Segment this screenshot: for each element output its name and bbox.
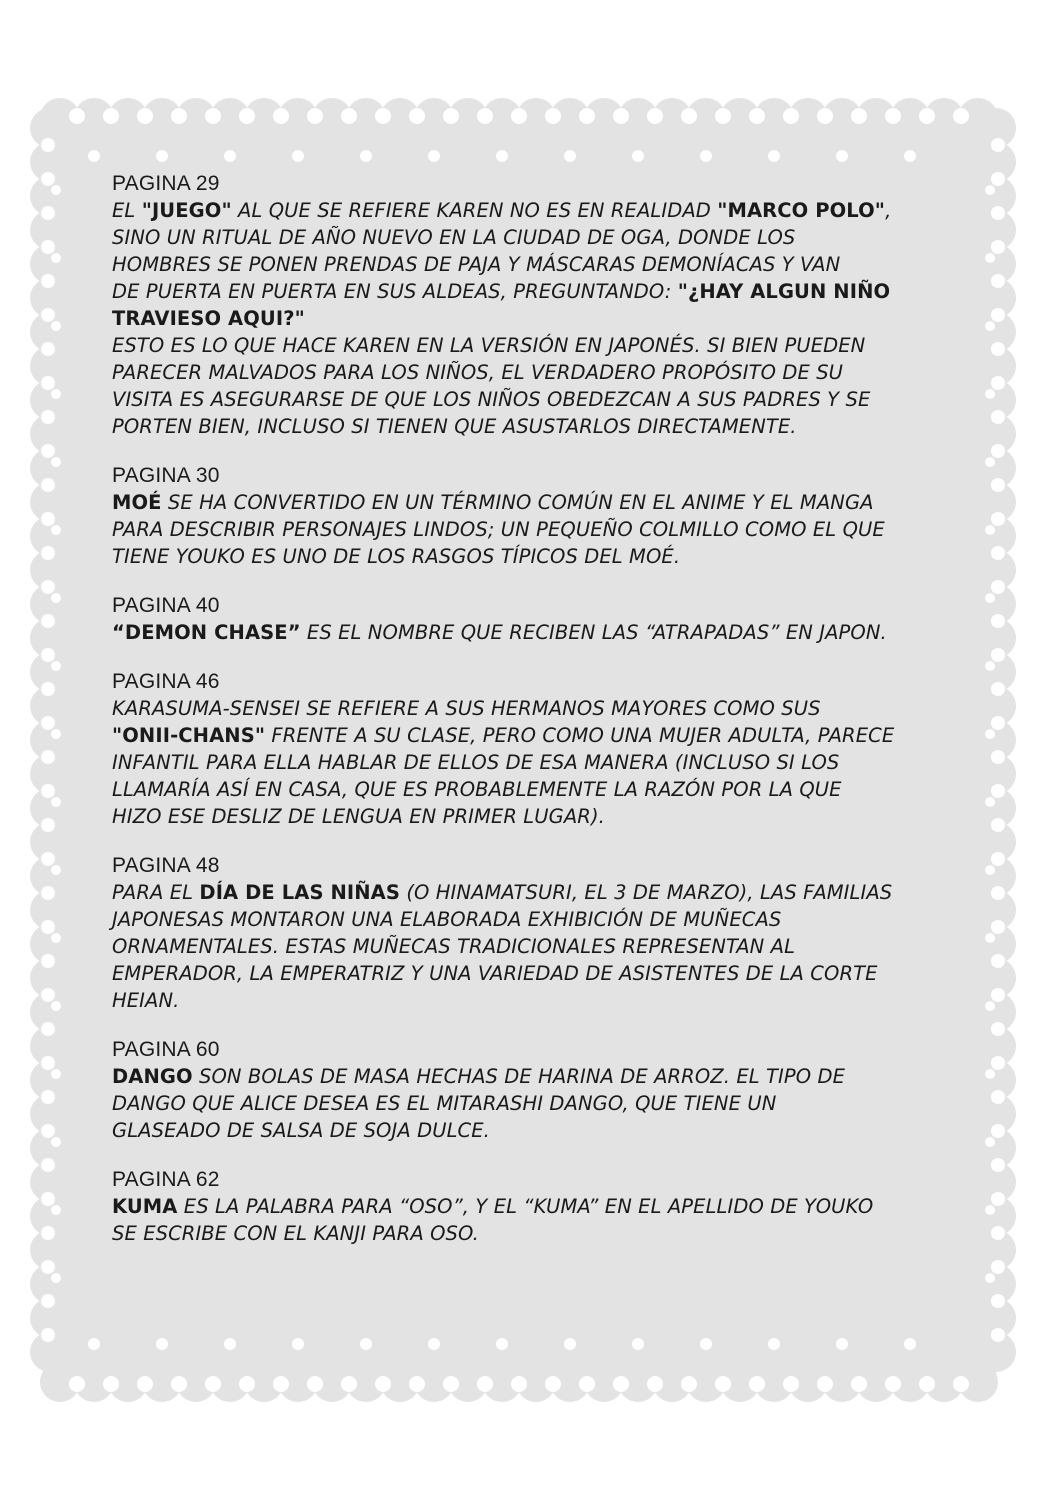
lace-dot bbox=[41, 1192, 55, 1206]
lace-dot bbox=[41, 954, 55, 968]
lace-dot bbox=[991, 1328, 1005, 1342]
lace-dot bbox=[919, 108, 935, 124]
text-run: GLASEADO DE SALSA DE SOJA DULCE. bbox=[112, 1119, 490, 1142]
lace-dot bbox=[103, 1376, 119, 1392]
lace-dot bbox=[51, 1069, 61, 1079]
lace-dot bbox=[991, 784, 1005, 798]
body-line bbox=[112, 933, 992, 960]
body-line bbox=[112, 516, 992, 543]
body-line bbox=[112, 1090, 992, 1117]
lace-dot bbox=[991, 376, 1005, 390]
text-run: SE HA CONVERTIDO EN UN TÉRMINO COMÚN EN EL ANIME Y EL MANGA bbox=[161, 491, 874, 514]
lace-dot bbox=[477, 1376, 493, 1392]
lace-dot bbox=[991, 478, 1005, 492]
text-run: PARA DESCRIBIR PERSONAJES LINDOS; UN PEQUEÑO COLMILLO COMO EL QUE bbox=[112, 518, 885, 541]
lace-dot bbox=[51, 865, 61, 875]
lace-dot bbox=[41, 1328, 55, 1342]
lace-dot bbox=[41, 716, 55, 730]
text-run: HOMBRES SE PONEN PRENDAS DE PAJA Y MÁSCARAS DEMONÍACAS Y VAN bbox=[112, 253, 841, 276]
body-line bbox=[112, 619, 992, 646]
lace-dot bbox=[51, 797, 61, 807]
lace-dot bbox=[545, 108, 561, 124]
text-run: SE ESCRIBE CON EL KANJI PARA OSO. bbox=[112, 1222, 479, 1245]
lace-dot bbox=[224, 1338, 236, 1350]
lace-dot bbox=[41, 342, 55, 356]
text-run: HEIAN. bbox=[112, 989, 180, 1012]
lace-dot bbox=[360, 1338, 372, 1350]
section-body bbox=[112, 879, 992, 1014]
lace-dot bbox=[991, 274, 1005, 288]
lace-dot bbox=[647, 108, 663, 124]
lace-dot bbox=[41, 172, 55, 186]
lace-dot bbox=[360, 150, 372, 162]
lace-dot bbox=[156, 150, 168, 162]
lace-dot bbox=[41, 376, 55, 390]
body-line bbox=[112, 224, 992, 251]
lace-dot bbox=[817, 1376, 833, 1392]
lace-dot bbox=[41, 580, 55, 594]
lace-dot bbox=[41, 410, 55, 424]
lace-dot bbox=[681, 1376, 697, 1392]
lace-dot bbox=[375, 1376, 391, 1392]
text-run: AL QUE SE REFIERE KAREN NO ES EN REALIDAD bbox=[231, 199, 718, 222]
lace-dot bbox=[41, 546, 55, 560]
lace-dot bbox=[991, 342, 1005, 356]
lace-dot bbox=[985, 1273, 995, 1283]
lace-dot bbox=[991, 852, 1005, 866]
lace-dot bbox=[41, 138, 55, 152]
lace-dot bbox=[477, 108, 493, 124]
body-line bbox=[112, 413, 992, 440]
text-run: ORNAMENTALES. ESTAS MUÑECAS TRADICIONALES REPRESENTAN AL bbox=[112, 935, 796, 958]
lace-dot bbox=[41, 818, 55, 832]
lace-dot bbox=[273, 1376, 289, 1392]
lace-dot bbox=[991, 1124, 1005, 1138]
lace-dot bbox=[700, 1338, 712, 1350]
body-line bbox=[112, 987, 992, 1014]
text-run: DANGO QUE ALICE DESEA ES EL MITARASHI DANGO, QUE TIENE UN bbox=[112, 1092, 777, 1115]
lace-dot bbox=[715, 108, 731, 124]
lace-dot bbox=[156, 1338, 168, 1350]
lace-dot bbox=[991, 750, 1005, 764]
section-title: PAGINA 40 bbox=[112, 594, 220, 617]
lace-dot bbox=[904, 150, 916, 162]
lace-dot bbox=[41, 274, 55, 288]
body-line bbox=[112, 278, 992, 305]
lace-dot bbox=[991, 206, 1005, 220]
text-run: ES LA PALABRA PARA “OSO”, Y EL “KUMA” EN EL APELLIDO DE YOUKO bbox=[177, 1195, 874, 1218]
body-line bbox=[112, 1063, 992, 1090]
lace-dot bbox=[496, 1338, 508, 1350]
lace-dot bbox=[428, 1338, 440, 1350]
text-run: TIENE YOUKO ES UNO DE LOS RASGOS TÍPICOS DEL MOÉ. bbox=[112, 545, 681, 568]
emphasis-term: "ONII-CHANS" bbox=[112, 724, 266, 747]
text-run: (O HINAMATSURI, EL 3 DE MARZO), LAS FAMILIAS bbox=[400, 881, 893, 904]
lace-dot bbox=[41, 1260, 55, 1274]
lace-dot bbox=[41, 682, 55, 696]
section-body bbox=[112, 1063, 992, 1144]
lace-dot bbox=[51, 1137, 61, 1147]
text-run: EL bbox=[112, 199, 142, 222]
lace-dot bbox=[88, 150, 100, 162]
lace-dot bbox=[41, 784, 55, 798]
lace-dot bbox=[991, 410, 1005, 424]
emphasis-term: DANGO bbox=[112, 1065, 193, 1088]
lace-dot bbox=[69, 108, 85, 124]
lace-dot bbox=[836, 150, 848, 162]
lace-dot bbox=[41, 614, 55, 628]
section-body bbox=[112, 197, 992, 440]
text-run: LLAMARÍA ASÍ EN CASA, QUE ES PROBABLEMENTE LA RAZÓN POR LA QUE bbox=[112, 778, 842, 801]
lace-dot bbox=[851, 1376, 867, 1392]
text-run: FRENTE A SU CLASE, PERO COMO UNA MUJER ADULTA, PARECE bbox=[265, 724, 895, 747]
lace-dot bbox=[991, 580, 1005, 594]
text-run: EMPERADOR, LA EMPERATRIZ Y UNA VARIEDAD DE ASISTENTES DE LA CORTE bbox=[112, 962, 878, 985]
emphasis-term: DÍA DE LAS NIÑAS bbox=[199, 881, 401, 904]
body-line bbox=[112, 386, 992, 413]
lace-dot bbox=[991, 716, 1005, 730]
body-line bbox=[112, 197, 992, 224]
lace-dot bbox=[51, 253, 61, 263]
lace-dot bbox=[51, 933, 61, 943]
lace-dot bbox=[991, 1056, 1005, 1070]
text-run: HIZO ESE DESLIZ DE LENGUA EN PRIMER LUGAR). bbox=[112, 805, 605, 828]
text-run: , bbox=[885, 199, 892, 222]
lace-dot bbox=[428, 150, 440, 162]
body-line bbox=[112, 1117, 992, 1144]
lace-dot bbox=[613, 1376, 629, 1392]
lace-dot bbox=[991, 886, 1005, 900]
body-line bbox=[112, 1220, 992, 1247]
lace-dot bbox=[41, 1124, 55, 1138]
section-title: PAGINA 46 bbox=[112, 670, 220, 693]
lace-dot bbox=[991, 138, 1005, 152]
lace-dot bbox=[51, 457, 61, 467]
note-section bbox=[112, 852, 992, 1014]
lace-dot bbox=[953, 108, 969, 124]
lace-dot bbox=[307, 108, 323, 124]
text-run: KARASUMA-SENSEI SE REFIERE A SUS HERMANOS MAYORES COMO SUS bbox=[112, 697, 821, 720]
lace-dot bbox=[749, 108, 765, 124]
section-body bbox=[112, 619, 992, 646]
lace-dot bbox=[292, 150, 304, 162]
lace-dot bbox=[103, 108, 119, 124]
note-section bbox=[112, 668, 992, 830]
lace-dot bbox=[991, 308, 1005, 322]
lace-dot bbox=[991, 920, 1005, 934]
lace-dot bbox=[41, 1090, 55, 1104]
body-line bbox=[112, 803, 992, 830]
lace-dot bbox=[991, 1090, 1005, 1104]
lace-dot bbox=[41, 750, 55, 764]
emphasis-term: “DEMON CHASE” bbox=[112, 621, 301, 644]
lace-dot bbox=[41, 512, 55, 526]
lace-dot bbox=[564, 150, 576, 162]
lace-dot bbox=[409, 108, 425, 124]
lace-dot bbox=[783, 1376, 799, 1392]
lace-dot bbox=[292, 1338, 304, 1350]
lace-dot bbox=[768, 150, 780, 162]
text-run: INFANTIL PARA ELLA HABLAR DE ELLOS DE ESA MANERA (INCLUSO SI LOS bbox=[112, 751, 840, 774]
lace-dot bbox=[51, 1001, 61, 1011]
body-line bbox=[112, 1193, 992, 1220]
emphasis-term: "MARCO POLO" bbox=[717, 199, 886, 222]
lace-dot bbox=[51, 389, 61, 399]
lace-dot bbox=[41, 1022, 55, 1036]
lace-dot bbox=[41, 648, 55, 662]
lace-dot bbox=[88, 1338, 100, 1350]
lace-dot bbox=[545, 1376, 561, 1392]
lace-dot bbox=[51, 185, 61, 195]
body-line bbox=[112, 906, 992, 933]
lace-dot bbox=[41, 852, 55, 866]
emphasis-term: KUMA bbox=[112, 1195, 178, 1218]
text-run: PARECER MALVADOS PARA LOS NIÑOS, EL VERDADERO PROPÓSITO DE SU bbox=[112, 361, 844, 384]
lace-dot bbox=[273, 108, 289, 124]
lace-dot bbox=[171, 1376, 187, 1392]
section-title: PAGINA 29 bbox=[112, 172, 220, 195]
emphasis-term: TRAVIESO AQUI?" bbox=[112, 307, 305, 330]
lace-dot bbox=[41, 478, 55, 492]
lace-dot bbox=[991, 1158, 1005, 1172]
note-section bbox=[112, 170, 992, 440]
lace-dot bbox=[41, 988, 55, 1002]
lace-dot bbox=[341, 108, 357, 124]
lace-dot bbox=[579, 108, 595, 124]
body-line bbox=[112, 543, 992, 570]
lace-dot bbox=[171, 108, 187, 124]
lace-dot bbox=[224, 150, 236, 162]
lace-dot bbox=[991, 1226, 1005, 1240]
emphasis-term: "¿HAY ALGUN NIÑO bbox=[677, 280, 891, 303]
note-section bbox=[112, 462, 992, 570]
lace-dot bbox=[904, 1338, 916, 1350]
text-run: ESTO ES LO QUE HACE KAREN EN LA VERSIÓN EN JAPONÉS. SI BIEN PUEDEN bbox=[112, 334, 866, 357]
lace-dot bbox=[851, 108, 867, 124]
lace-dot bbox=[564, 1338, 576, 1350]
lace-dot bbox=[991, 512, 1005, 526]
note-section bbox=[112, 592, 992, 646]
lace-dot bbox=[41, 886, 55, 900]
note-section bbox=[112, 1166, 992, 1247]
text-run: ES EL NOMBRE QUE RECIBEN LAS “ATRAPADAS” EN JAPON. bbox=[300, 621, 887, 644]
lace-dot bbox=[885, 108, 901, 124]
body-line bbox=[112, 776, 992, 803]
emphasis-term: "JUEGO" bbox=[141, 199, 232, 222]
lace-dot bbox=[991, 1022, 1005, 1036]
section-title: PAGINA 60 bbox=[112, 1038, 220, 1061]
body-line bbox=[112, 879, 992, 906]
body-line bbox=[112, 489, 992, 516]
body-line bbox=[112, 251, 992, 278]
lace-dot bbox=[41, 1294, 55, 1308]
text-run: PORTEN BIEN, INCLUSO SI TIENEN QUE ASUSTARLOS DIRECTAMENTE. bbox=[112, 415, 797, 438]
body-line bbox=[112, 305, 992, 332]
section-title: PAGINA 48 bbox=[112, 854, 220, 877]
body-line bbox=[112, 332, 992, 359]
lace-dot bbox=[647, 1376, 663, 1392]
lace-dot bbox=[715, 1376, 731, 1392]
lace-dot bbox=[919, 1376, 935, 1392]
lace-dot bbox=[768, 1338, 780, 1350]
lace-dot bbox=[991, 818, 1005, 832]
lace-dot bbox=[41, 308, 55, 322]
lace-dot bbox=[137, 108, 153, 124]
text-run: SON BOLAS DE MASA HECHAS DE HARINA DE ARROZ. EL TIPO DE bbox=[192, 1065, 846, 1088]
lace-dot bbox=[991, 444, 1005, 458]
body-line bbox=[112, 722, 992, 749]
lace-dot bbox=[613, 108, 629, 124]
lace-dot bbox=[991, 240, 1005, 254]
lace-dot bbox=[69, 1376, 85, 1392]
text-run: SINO UN RITUAL DE AÑO NUEVO EN LA CIUDAD DE OGA, DONDE LOS bbox=[112, 226, 796, 249]
lace-dot bbox=[375, 108, 391, 124]
lace-dot bbox=[836, 1338, 848, 1350]
lace-dot bbox=[817, 108, 833, 124]
lace-dot bbox=[749, 1376, 765, 1392]
lace-dot bbox=[991, 1294, 1005, 1308]
lace-dot bbox=[51, 1205, 61, 1215]
lace-dot bbox=[41, 1226, 55, 1240]
lace-dot bbox=[51, 661, 61, 671]
lace-dot bbox=[991, 546, 1005, 560]
text-run: PARA EL bbox=[112, 881, 200, 904]
lace-dot bbox=[496, 150, 508, 162]
lace-dot bbox=[511, 108, 527, 124]
body-line bbox=[112, 359, 992, 386]
lace-dot bbox=[991, 1260, 1005, 1274]
lace-dot bbox=[341, 1376, 357, 1392]
body-line bbox=[112, 749, 992, 776]
section-body bbox=[112, 1193, 992, 1247]
lace-dot bbox=[632, 1338, 644, 1350]
body-line bbox=[112, 695, 992, 722]
lace-dot bbox=[991, 988, 1005, 1002]
lace-dot bbox=[991, 1192, 1005, 1206]
section-body bbox=[112, 489, 992, 570]
lace-dot bbox=[51, 321, 61, 331]
section-body bbox=[112, 695, 992, 830]
lace-dot bbox=[307, 1376, 323, 1392]
lace-dot bbox=[991, 614, 1005, 628]
lace-dot bbox=[41, 1056, 55, 1070]
lace-dot bbox=[41, 920, 55, 934]
text-run: JAPONESAS MONTARON UNA ELABORADA EXHIBICIÓN DE MUÑECAS bbox=[112, 908, 782, 931]
text-run: VISITA ES ASEGURARSE DE QUE LOS NIÑOS OBEDEZCAN A SUS PADRES Y SE bbox=[112, 388, 871, 411]
lace-dot bbox=[511, 1376, 527, 1392]
lace-dot bbox=[41, 444, 55, 458]
section-title: PAGINA 62 bbox=[112, 1168, 220, 1191]
lace-dot bbox=[409, 1376, 425, 1392]
lace-dot bbox=[443, 1376, 459, 1392]
lace-dot bbox=[783, 108, 799, 124]
lace-dot bbox=[681, 108, 697, 124]
lace-dot bbox=[41, 206, 55, 220]
lace-dot bbox=[700, 150, 712, 162]
body-line bbox=[112, 960, 992, 987]
lace-dot bbox=[137, 1376, 153, 1392]
lace-dot bbox=[239, 1376, 255, 1392]
lace-dot bbox=[51, 593, 61, 603]
lace-dot bbox=[41, 240, 55, 254]
lace-dot bbox=[51, 729, 61, 739]
lace-dot bbox=[205, 108, 221, 124]
section-title: PAGINA 30 bbox=[112, 464, 220, 487]
lace-dot bbox=[885, 1376, 901, 1392]
lace-dot bbox=[991, 648, 1005, 662]
emphasis-term: MOÉ bbox=[112, 491, 162, 514]
lace-dot bbox=[51, 525, 61, 535]
lace-dot bbox=[239, 108, 255, 124]
note-section bbox=[112, 1036, 992, 1144]
notes-content bbox=[112, 170, 992, 1269]
lace-dot bbox=[41, 1158, 55, 1172]
lace-dot bbox=[579, 1376, 595, 1392]
lace-dot bbox=[953, 1376, 969, 1392]
lace-dot bbox=[991, 682, 1005, 696]
lace-dot bbox=[991, 954, 1005, 968]
lace-dot bbox=[51, 1273, 61, 1283]
lace-dot bbox=[991, 172, 1005, 186]
text-run: DE PUERTA EN PUERTA EN SUS ALDEAS, PREGUNTANDO: bbox=[112, 280, 678, 303]
lace-dot bbox=[205, 1376, 221, 1392]
lace-dot bbox=[443, 108, 459, 124]
lace-dot bbox=[632, 150, 644, 162]
